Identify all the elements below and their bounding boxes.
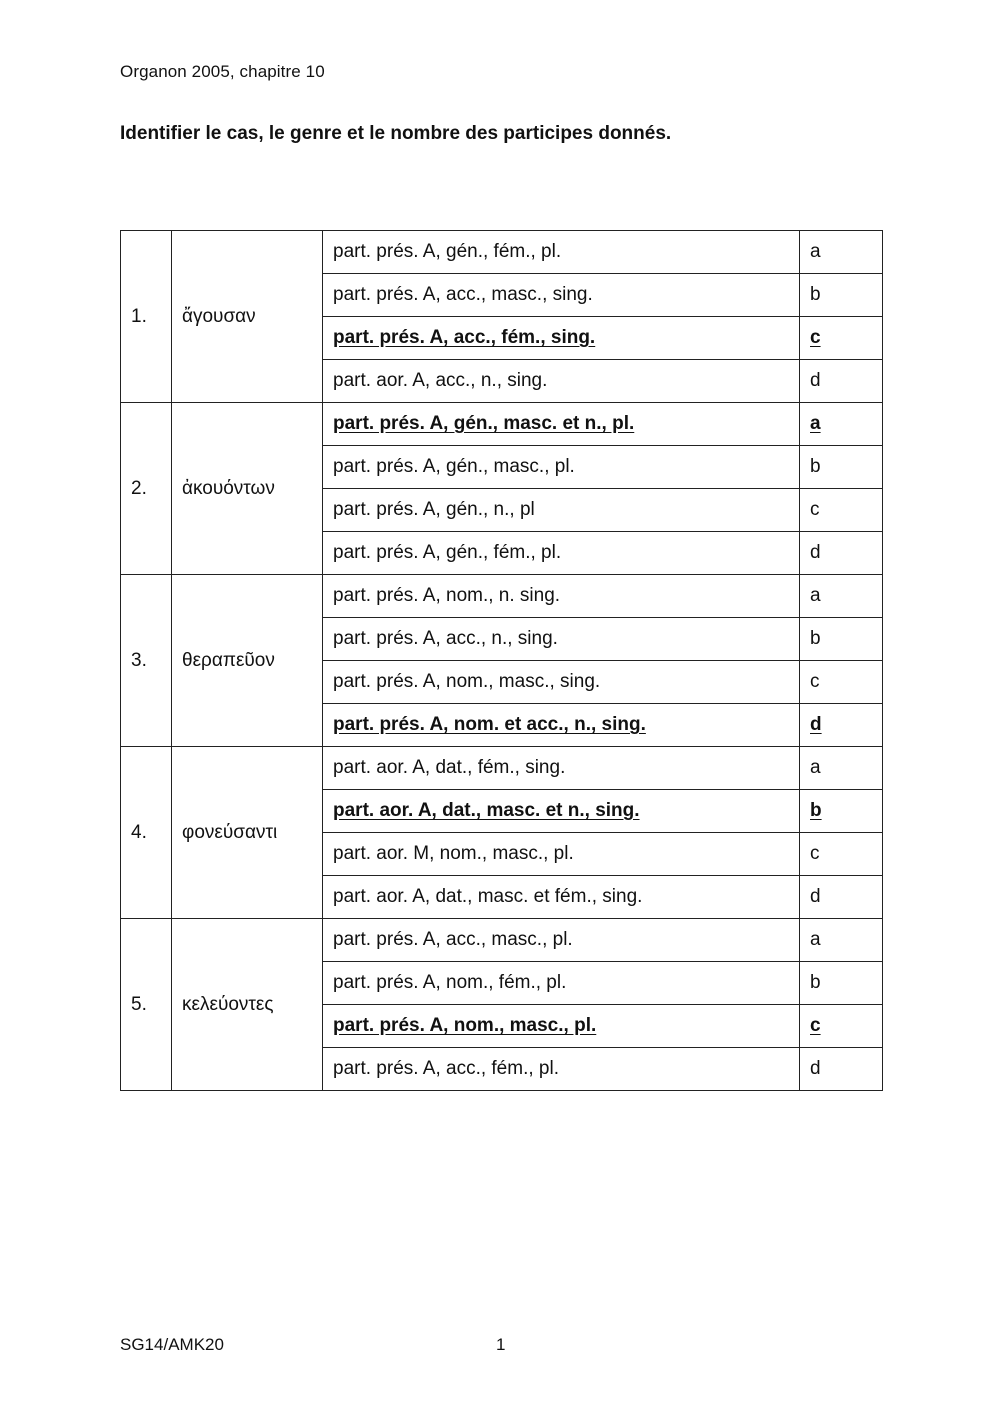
option-text: part. prés. A, gén., fém., pl. [323,532,800,575]
option-letter: b [800,274,883,317]
option-text: part. prés. A, gén., masc., pl. [323,446,800,489]
option-letter: a [800,575,883,618]
option-letter: b [800,962,883,1005]
option-letter: d [800,360,883,403]
option-text-correct: part. prés. A, gén., masc. et n., pl. [323,403,800,446]
header-text: Organon 2005, chapitre 10 [120,62,325,81]
question-number: 1. [121,231,172,403]
option-row [121,747,883,790]
option-letter-correct: c [800,1005,883,1048]
option-text-correct: part. prés. A, nom. et acc., n., sing. [323,704,800,747]
greek-participle: θεραπεῦον [172,575,323,747]
option-letter: d [800,1048,883,1091]
option-letter: a [800,231,883,274]
instruction-heading: Identifier le cas, le genre et le nombre des participes donnés. [120,123,672,144]
question-number: 5. [121,919,172,1091]
greek-participle: ἄγουσαν [172,231,323,403]
option-text: part. prés. A, nom., fém., pl. [323,962,800,1005]
option-text-correct: part. aor. A, dat., masc. et n., sing. [323,790,800,833]
option-letter: c [800,489,883,532]
option-text: part. aor. A, acc., n., sing. [323,360,800,403]
option-text-correct: part. prés. A, acc., fém., sing. [323,317,800,360]
option-text: part. prés. A, acc., masc., pl. [323,919,800,962]
question-number: 3. [121,575,172,747]
footer-code: SG14/AMK20 [120,1335,224,1354]
option-row [121,575,883,618]
option-text: part. prés. A, acc., masc., sing. [323,274,800,317]
option-letter: a [800,919,883,962]
option-text: part. prés. A, acc., fém., pl. [323,1048,800,1091]
option-text: part. prés. A, nom., masc., sing. [323,661,800,704]
greek-participle: κελεύοντες [172,919,323,1091]
option-letter: d [800,532,883,575]
option-row [121,919,883,962]
option-row [121,231,883,274]
quiz-table-body [121,231,883,1091]
option-letter: d [800,876,883,919]
option-letter: b [800,446,883,489]
page-number: 1 [496,1335,506,1354]
option-text: part. prés. A, acc., n., sing. [323,618,800,661]
option-text: part. aor. M, nom., masc., pl. [323,833,800,876]
option-text: part. aor. A, dat., masc. et fém., sing. [323,876,800,919]
option-letter-correct: a [800,403,883,446]
option-letter-correct: b [800,790,883,833]
option-row [121,403,883,446]
option-letter: a [800,747,883,790]
option-text: part. prés. A, gén., fém., pl. [323,231,800,274]
option-letter: c [800,833,883,876]
option-letter: c [800,661,883,704]
greek-participle: ἀκουόντων [172,403,323,575]
option-text-correct: part. prés. A, nom., masc., pl. [323,1005,800,1048]
option-letter-correct: c [800,317,883,360]
option-letter: b [800,618,883,661]
option-text: part. prés. A, nom., n. sing. [323,575,800,618]
greek-participle: φονεύσαντι [172,747,323,919]
participle-quiz-table [120,230,883,1091]
option-letter-correct: d [800,704,883,747]
question-number: 2. [121,403,172,575]
option-text: part. prés. A, gén., n., pl [323,489,800,532]
option-text: part. aor. A, dat., fém., sing. [323,747,800,790]
question-number: 4. [121,747,172,919]
